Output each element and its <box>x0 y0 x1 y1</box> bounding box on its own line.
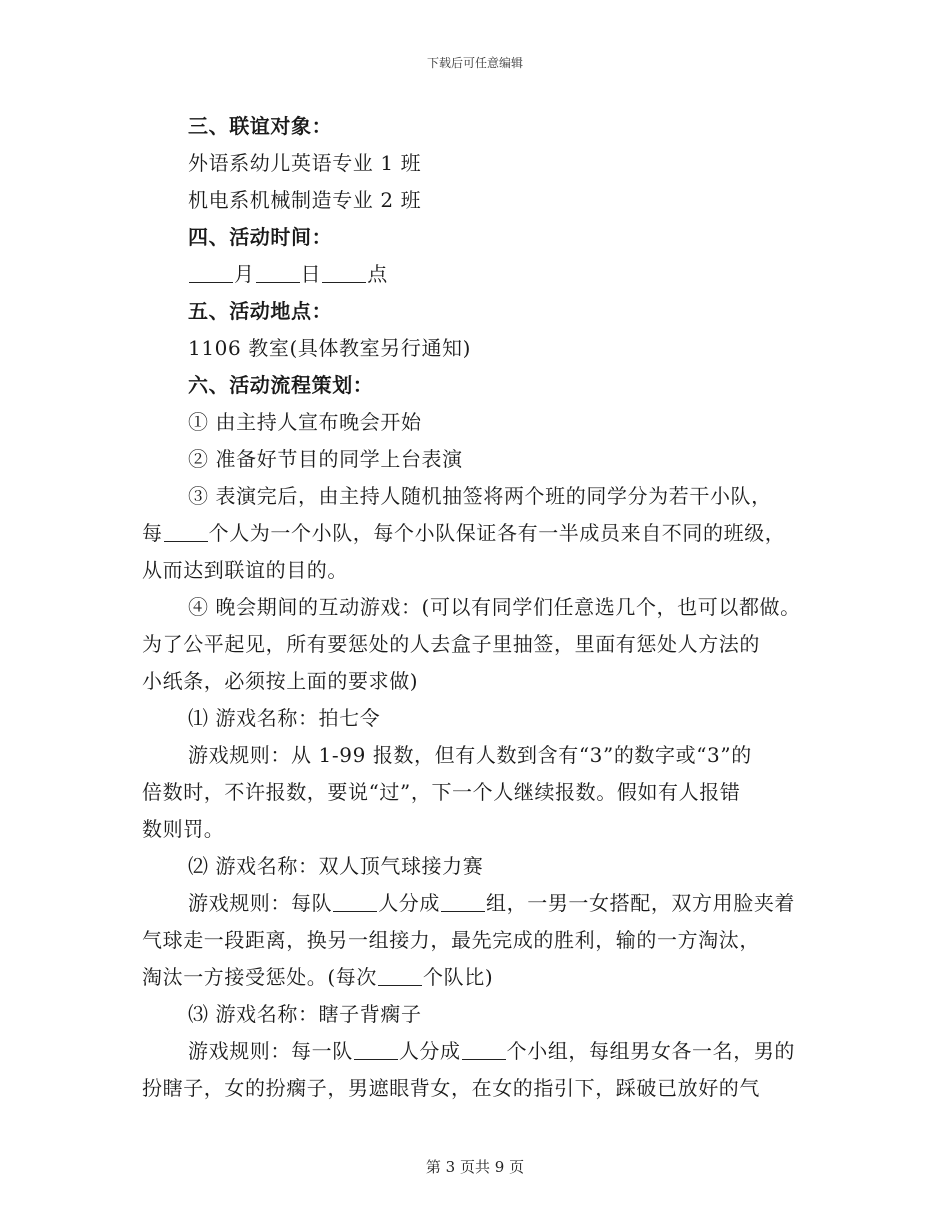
game-1-rule-line-3: 数则罚。 <box>142 817 225 841</box>
g2-rule3-part-b: 个队比) <box>423 965 494 989</box>
blank-day <box>256 262 300 283</box>
process-step-3-line-3: 从而达到联谊的目的。 <box>142 558 348 582</box>
location-text: 1106 教室(具体教室另行通知) <box>188 336 472 360</box>
g2-rule-part-a: 游戏规则：每队 <box>188 891 333 915</box>
activity-time-line <box>142 256 822 293</box>
process-step-3-line-2 <box>142 515 822 552</box>
section-heading-participants: 三、联谊对象： <box>188 114 333 138</box>
day-label: 日 <box>300 262 322 286</box>
game-2-name: ⑵ 游戏名称：双人顶气球接力赛 <box>188 854 484 878</box>
g3-rule-part-b: 人分成 <box>398 1039 461 1063</box>
process-step-4-line-3: 小纸条，必须按上面的要求做) <box>142 669 419 693</box>
game-3-rule-line-2: 扮瞎子，女的扮瘸子，男遮眼背女，在女的指引下，踩破已放好的气 <box>142 1076 760 1100</box>
month-label: 月 <box>234 262 255 286</box>
blank-g3-people <box>354 1039 398 1060</box>
process-step-2: ② 准备好节目的同学上台表演 <box>188 447 463 471</box>
page-header: 下载后可任意编辑 <box>426 56 523 70</box>
page-footer: 第 3 页共 9 页 <box>425 1158 525 1176</box>
game-1-name: ⑴ 游戏名称：拍七令 <box>188 706 381 730</box>
blank-g2-teams <box>378 965 422 986</box>
step3-prefix: 每 <box>142 521 163 545</box>
participant-class-1: 外语系幼儿英语专业 1 班 <box>188 151 422 175</box>
blank-g2-groups <box>441 891 485 912</box>
g3-rule-part-c: 个小组，每组男女各一名，男的 <box>506 1039 796 1063</box>
blank-g2-people <box>333 891 377 912</box>
game-2-rule-line-3 <box>142 959 822 996</box>
section-heading-process: 六、活动流程策划： <box>188 373 374 397</box>
process-step-4-line-2: 为了公平起见，所有要惩处的人去盒子里抽签，里面有惩处人方法的 <box>142 632 760 656</box>
blank-month <box>189 262 233 283</box>
hour-label: 点 <box>367 262 388 286</box>
process-step-1: ① 由主持人宣布晚会开始 <box>188 410 422 434</box>
g2-rule-part-b: 人分成 <box>378 891 441 915</box>
participant-class-2: 机电系机械制造专业 2 班 <box>188 188 422 212</box>
game-3-name: ⑶ 游戏名称：瞎子背瘸子 <box>188 1002 422 1026</box>
section-heading-time: 四、活动时间： <box>188 225 333 249</box>
step3-suffix: 个人为一个小队，每个小队保证各有一半成员来自不同的班级， <box>208 521 786 545</box>
game-3-rule-line-1 <box>142 1033 822 1070</box>
process-step-4-line-1: ④ 晚会期间的互动游戏：(可以有同学们任意选几个，也可以都做。 <box>188 595 801 619</box>
game-1-rule-line-2: 倍数时，不许报数，要说“过”，下一个人继续报数。假如有人报错 <box>142 780 741 804</box>
blank-hour <box>322 262 366 283</box>
document-body <box>142 108 822 1107</box>
g2-rule-part-c: 组，一男一女搭配，双方用脸夹着 <box>486 891 796 915</box>
game-1-rule-line-1: 游戏规则：从 1-99 报数，但有人数到含有“3”的数字或“3”的 <box>188 743 752 767</box>
process-step-3-line-1: ③ 表演完后，由主持人随机抽签将两个班的同学分为若干小队， <box>188 484 772 508</box>
g2-rule3-part-a: 淘汰一方接受惩处。(每次 <box>142 965 378 989</box>
g3-rule-part-a: 游戏规则：每一队 <box>188 1039 353 1063</box>
section-heading-location: 五、活动地点： <box>188 299 333 323</box>
game-2-rule-line-1 <box>142 885 822 922</box>
blank-g3-groups <box>462 1039 506 1060</box>
game-2-rule-line-2: 气球走一段距离，换另一组接力，最先完成的胜利，输的一方淘汰， <box>142 928 760 952</box>
blank-team-size <box>164 521 208 542</box>
